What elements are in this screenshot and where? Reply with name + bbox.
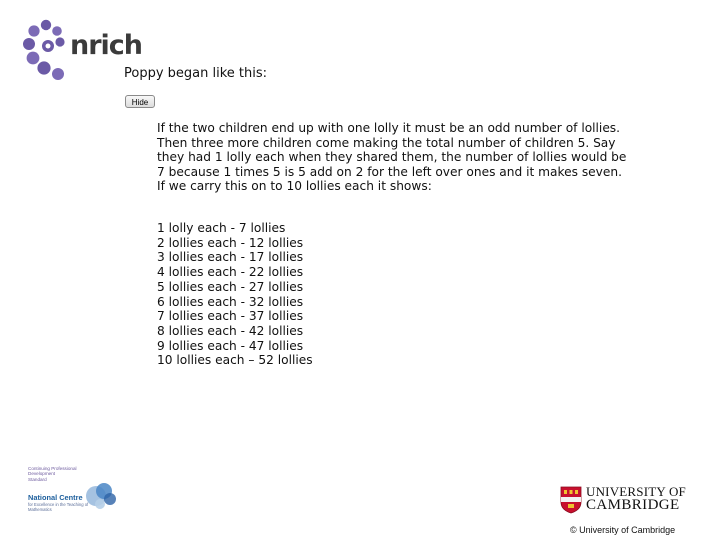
list-item: 7 lollies each - 37 lollies: [157, 309, 304, 324]
cambridge-line1: UNIVERSITY OF: [586, 484, 686, 499]
spiral-logo-icon: [20, 18, 76, 84]
list-item: 1 lolly each - 7 lollies: [157, 221, 286, 235]
list-item: 2 lollies each - 12 lollies: [157, 235, 304, 250]
list-item: 6 lollies each - 32 lollies: [157, 294, 304, 309]
copyright-text: © University of Cambridge: [570, 525, 676, 535]
list-item: 4 lollies each - 22 lollies: [157, 265, 304, 280]
lolly-list: [157, 221, 313, 368]
list-item: 3 lollies each - 17 lollies: [157, 250, 304, 265]
list-item: 5 lollies each - 27 lollies: [157, 279, 304, 294]
cambridge-line2: CAMBRIDGE: [586, 497, 680, 513]
intro-text: Poppy began like this:: [124, 66, 268, 81]
ncetm-title: National Centre: [28, 493, 83, 502]
nrich-logo: [20, 18, 143, 84]
cpd-line: Continuing Professional: [28, 466, 77, 471]
list-item: 9 lollies each - 47 lollies: [157, 338, 304, 353]
list-item: 8 lollies each - 42 lollies: [157, 323, 304, 338]
cpd-line: Standard: [28, 476, 47, 482]
cpd-standard-text: [28, 466, 77, 482]
list-item: 10 lollies each – 52 lollies: [157, 353, 313, 368]
nrich-wordmark: nrich: [70, 30, 143, 61]
hide-button[interactable]: Hide: [125, 95, 155, 108]
answer-paragraph: [157, 121, 627, 194]
answer-text: If the two children end up with one lolly it must be an odd number of lollies. Then three more children come making the total number of children 5. Say they had 1 lolly each when they shared them, the number of lollies would be 7 because 1 times 5 is 5 add on 2 for the left over ones and it makes seven. If we carry this on to 10 lollies each it shows:: [157, 121, 627, 194]
cpd-line: Development: [28, 471, 56, 477]
cambridge-crest-icon: [560, 486, 582, 514]
ncetm-subtitle: for Excellence in the Teaching of Mathematics: [28, 502, 89, 512]
